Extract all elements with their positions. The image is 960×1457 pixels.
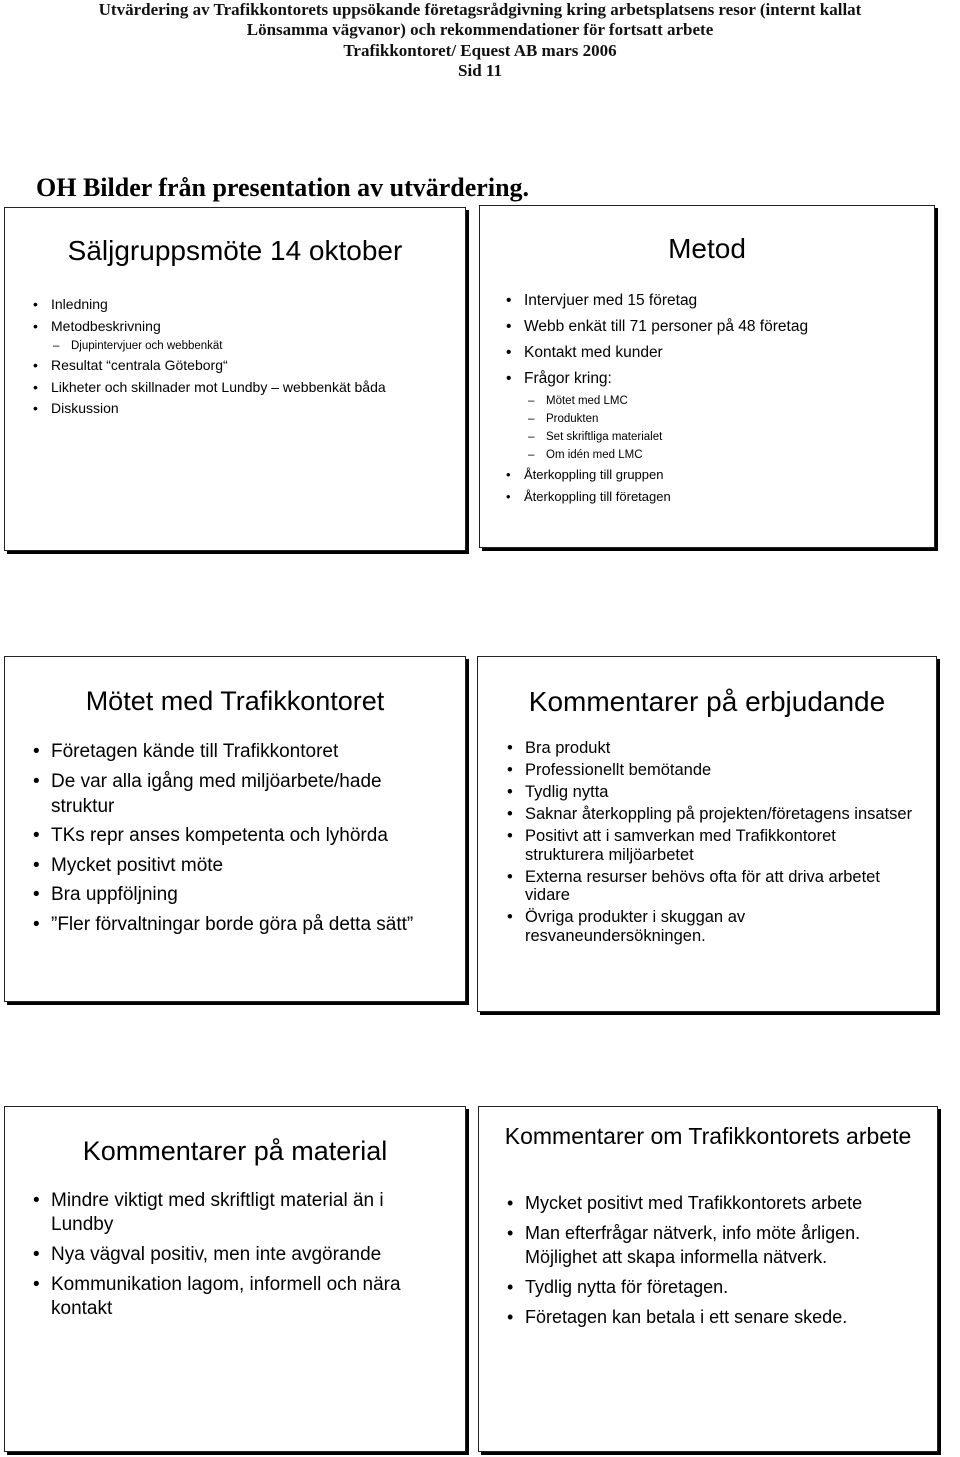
bullet-list [503, 1191, 921, 1335]
list-item: • Mycket positivt möte [29, 853, 441, 878]
list-item: • Återkoppling till gruppen [502, 464, 808, 486]
list-item: • Bra produkt [503, 739, 918, 758]
slide-title: Metod [668, 233, 746, 264]
list-item: • Likheter och skillnader mot Lundby – webbenkät båda [29, 377, 386, 399]
list-item: • Mycket positivt med Trafikkontorets arbete [503, 1191, 921, 1215]
slide-title: Kommentarer om Trafikkontorets arbete [504, 1123, 912, 1149]
list-item: • Externa resurser behövs ofta för att driva arbetet vidare [503, 868, 918, 905]
section-title: OH Bilder från presentation av utvärdering. [36, 173, 530, 202]
slide-saljgruppsmote [4, 207, 466, 551]
bullet-list [29, 1189, 441, 1327]
list-item: • De var alla igång med miljöarbete/hade struktur [29, 769, 441, 819]
list-item: • Tydlig nytta [503, 783, 918, 802]
slide-title: Säljgruppsmöte 14 oktober [67, 235, 403, 266]
slide-title: Mötet med Trafikkontoret [85, 686, 385, 716]
header-line-3: Trafikkontoret/ Equest AB mars 2006 [343, 41, 617, 60]
list-item: • Webb enkät till 71 personer på 48 företag [502, 314, 808, 340]
slide-kommentarer-trafikkontorets-arbete [478, 1106, 938, 1452]
sub-list-item: – Djupintervjuer och webbenkät [49, 337, 386, 355]
slide-title: Kommentarer på material [82, 1136, 388, 1166]
list-item: • Bra uppföljning [29, 882, 441, 907]
slide-metod [479, 205, 935, 548]
list-item: • Återkoppling till företagen [502, 486, 808, 508]
list-item: • Diskussion [29, 398, 386, 420]
list-item: • TKs repr anses kompetenta och lyhörda [29, 823, 441, 848]
slide-title: Kommentarer på erbjudande [528, 686, 886, 717]
list-item: • Nya vägval positiv, men inte avgörande [29, 1243, 441, 1267]
list-item: • Kommunikation lagom, informell och nära kontakt [29, 1273, 441, 1321]
sub-list-item: – Om idén med LMC [524, 446, 808, 464]
slide-kommentarer-material [4, 1106, 466, 1452]
slide-motet-med-trafikkontoret [4, 656, 466, 1002]
sub-list-item: – Set skriftliga materialet [524, 428, 808, 446]
list-item: • Företagen kan betala i ett senare skede. [503, 1305, 921, 1329]
bullet-list [29, 739, 441, 941]
sub-list-item: – Mötet med LMC [524, 392, 808, 410]
list-item: • Mindre viktigt med skriftligt material än i Lundby [29, 1189, 441, 1237]
list-item: • Saknar återkoppling på projekten/företagens insatser [503, 805, 918, 824]
list-item: • Metodbeskrivning [29, 316, 386, 338]
bullet-list [29, 294, 386, 420]
list-item: • Övriga produkter i skuggan av resvaneundersökningen. [503, 908, 918, 945]
list-item: • Resultat “centrala Göteborg“ [29, 355, 386, 377]
header-line-1: Utvärdering av Trafikkontorets uppsökande företagsrådgivning kring arbetsplatsens resor (internt kallat [98, 0, 862, 19]
list-item: • Kontakt med kunder [502, 340, 808, 366]
bullet-list [503, 739, 918, 949]
list-item: • Positivt att i samverkan med Trafikkontoret strukturera miljöarbetet [503, 827, 918, 864]
bullet-list [502, 288, 808, 508]
list-item: • Professionellt bemötande [503, 761, 918, 780]
header-line-2: Lönsamma vägvanor) och rekommendationer för fortsatt arbete [246, 20, 714, 39]
sub-list-item: – Produkten [524, 410, 808, 428]
list-item: • Företagen kände till Trafikkontoret [29, 739, 441, 764]
list-item: • Frågor kring: [502, 366, 808, 392]
list-item: • ”Fler förvaltningar borde göra på detta sätt” [29, 912, 441, 937]
slide-kommentarer-erbjudande [477, 656, 937, 1012]
list-item: • Tydlig nytta för företagen. [503, 1275, 921, 1299]
list-item: • Man efterfrågar nätverk, info möte årligen. Möjlighet att skapa informella nätverk. [503, 1221, 921, 1269]
page-number: Sid 11 [458, 61, 502, 80]
list-item: • Intervjuer med 15 företag [502, 288, 808, 314]
list-item: • Inledning [29, 294, 386, 316]
